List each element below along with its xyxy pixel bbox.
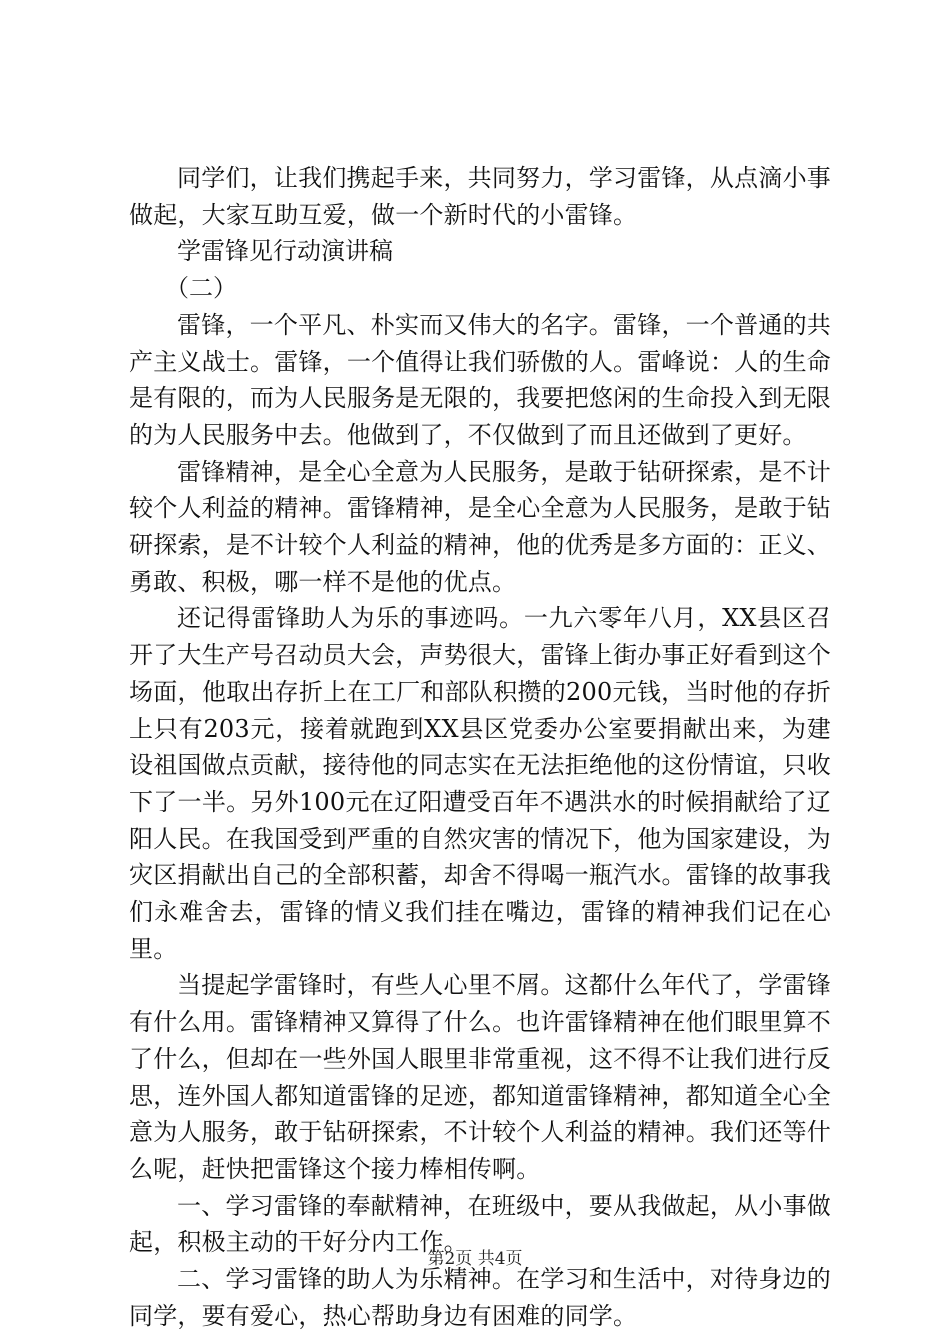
section-number: （二） — [165, 274, 237, 303]
page-footer: 第2页 共4页 — [427, 1249, 523, 1269]
paragraph-reflection: 当提起学雷锋时，有些人心里不屑。这都什么年代了，学雷锋有什么用。雷锋精神又算得了什么。也许雷锋精神在他们眼里算不了什么，但却在一些外国人眼里非常重视，这不得不让我们进行反思，连外国人都知道雷锋的足迹，都知道雷锋精神，都知道全心全意为人服务，敢于钻研探索，不计较个人利益的精神。我们还等什么呢，赶快把雷锋这个接力棒相传啊。 — [129, 971, 831, 1183]
paragraph-point-two: 二、学习雷锋的助人为乐精神。在学习和生活中，对待身边的同学，要有爱心，热心帮助身边有困难的同学。 — [129, 1265, 831, 1330]
paragraph-spirit: 雷锋精神，是全心全意为人民服务，是敢于钻研探索，是不计较个人利益的精神。雷锋精神，是全心全意为人民服务，是敢于钻研探索，是不计较个人利益的精神，他的优秀是多方面的：正义、勇敢、积极，哪一样不是他的优点。 — [129, 457, 831, 596]
speech-title: 学雷锋见行动演讲稿 — [177, 237, 393, 266]
paragraph-intro: 雷锋，一个平凡、朴实而又伟大的名字。雷锋，一个普通的共产主义战士。雷锋，一个值得让我们骄傲的人。雷峰说：人的生命是有限的，而为人民服务是无限的，我要把悠闲的生命投入到无限的为人民服务中去。他做到了，不仅做到了而且还做到了更好。 — [129, 310, 831, 449]
paragraph-point-one: 一、学习雷锋的奉献精神，在班级中，要从我做起，从小事做起，积极主动的干好分内工作。 — [129, 1191, 831, 1257]
paragraph-story: 还记得雷锋助人为乐的事迹吗。一九六零年八月，XX县区召开了大生产号召动员大会，声势很大，雷锋上街办事正好看到这个场面，他取出存折上在工厂和部队积攒的200元钱，当时他的存折上只有203元，接着就跑到XX县区党委办公室要捐献出来，为建设祖国做点贡献，接待他的同志实在无法拒绝他的这份情谊，只收下了一半。另外100元在辽阳遭受百年不遇洪水的时候捐献给了辽阳人民。在我国受到严重的自然灾害的情况下，他为国家建设，为灾区捐献出自己的全部积蓄，却舍不得喝一瓶汽水。雷锋的故事我们永难舍去，雷锋的情义我们挂在嘴边，雷锋的精神我们记在心里。 — [129, 604, 831, 963]
paragraph-closing-appeal: 同学们，让我们携起手来，共同努力，学习雷锋，从点滴小事做起，大家互助互爱，做一个新时代的小雷锋。 — [129, 164, 831, 229]
document-body — [129, 160, 831, 1335]
